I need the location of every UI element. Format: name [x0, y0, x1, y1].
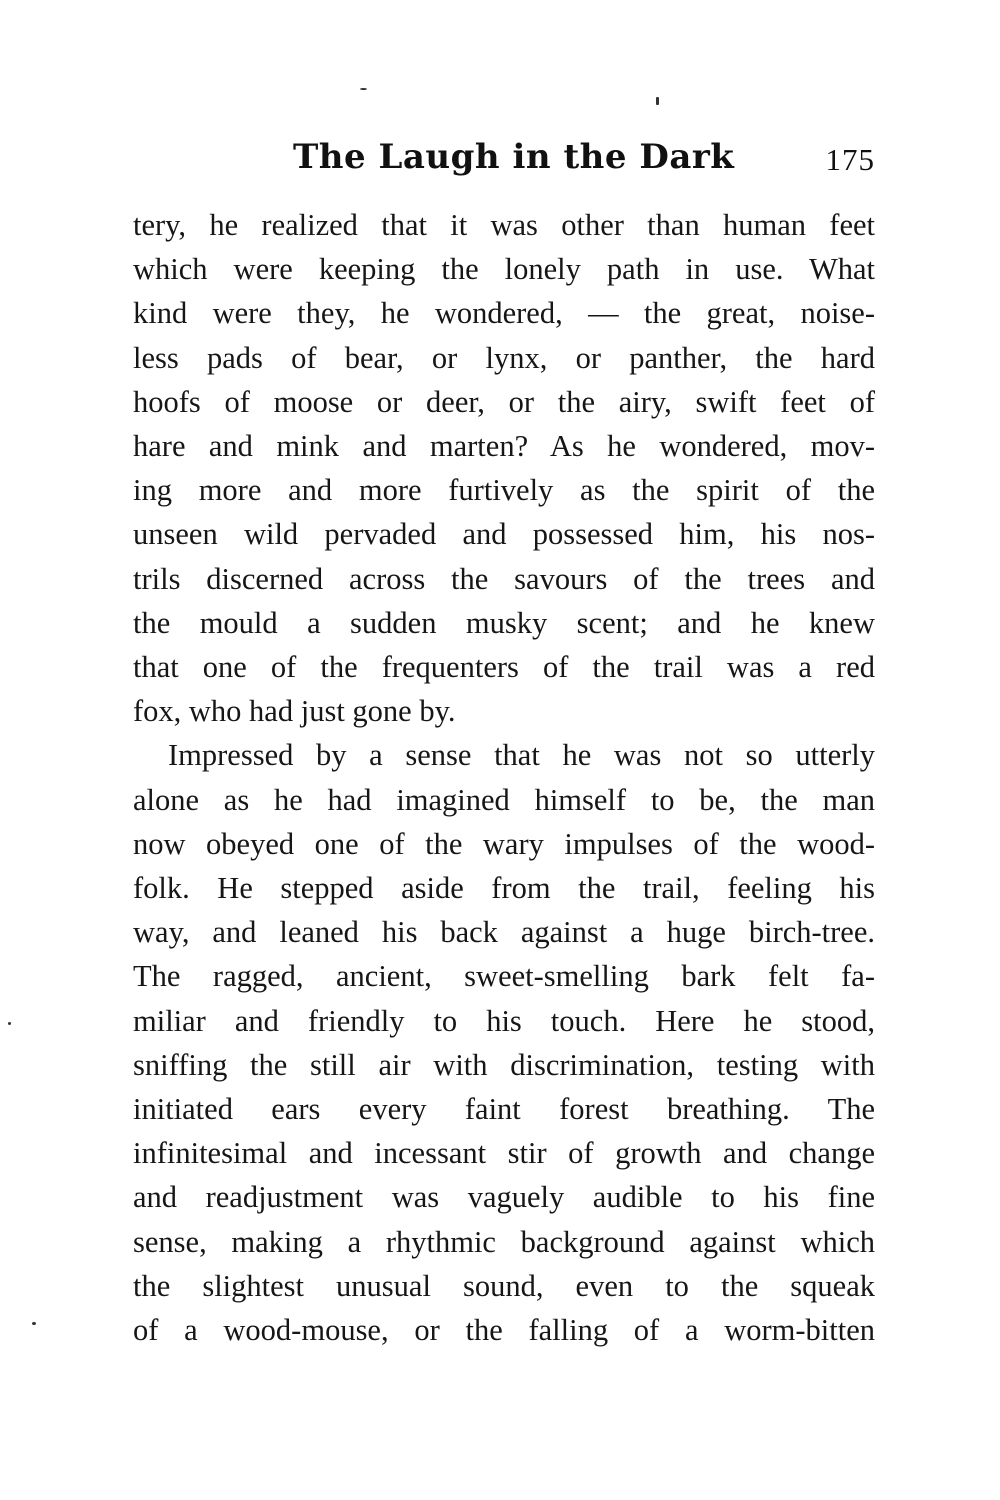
ink-speck	[8, 1022, 11, 1025]
text-line: kind were they, he wondered, — the great, noise-	[133, 296, 875, 331]
page-number: 175	[825, 142, 875, 177]
text-line: sense, making a rhythmic background against which	[133, 1224, 875, 1259]
text-line: folk. He stepped aside from the trail, feeling his	[133, 871, 875, 906]
paragraph-1	[133, 203, 875, 733]
text-line: fox, who had just gone by.	[133, 694, 456, 729]
ink-speck	[656, 97, 659, 105]
text-line: sniffing the still air with discrimination, testing with	[133, 1047, 875, 1082]
text-line: unseen wild pervaded and possessed him, his nos-	[133, 517, 875, 552]
text-line: the slightest unusual sound, even to the squeak	[133, 1268, 875, 1303]
running-title: The Laugh in the Dark	[293, 137, 735, 177]
page-header	[133, 132, 875, 182]
text-line: of a wood-mouse, or the falling of a worm-bitten	[133, 1313, 875, 1348]
text-line: the mould a sudden musky scent; and he knew	[133, 605, 875, 640]
ink-speck	[360, 88, 367, 90]
text-line: hare and mink and marten? As he wondered, mov-	[133, 429, 875, 464]
text-line: and readjustment was vaguely audible to his fine	[133, 1180, 875, 1215]
text-line: trils discerned across the savours of the trees and	[133, 561, 875, 596]
text-line: hoofs of moose or deer, or the airy, swift feet of	[133, 384, 875, 419]
text-line: that one of the frequenters of the trail was a red	[133, 650, 875, 685]
text-line: less pads of bear, or lynx, or panther, the hard	[133, 340, 875, 375]
text-line: The ragged, ancient, sweet-smelling bark felt fa-	[133, 959, 875, 994]
text-line: initiated ears every faint forest breathing. The	[133, 1092, 875, 1127]
paragraph-2	[133, 733, 875, 1352]
text-line: way, and leaned his back against a huge birch-tree.	[133, 915, 875, 950]
ink-speck	[32, 1322, 36, 1325]
text-line: ing more and more furtively as the spirit of the	[133, 473, 875, 508]
text-line: infinitesimal and incessant stir of growth and change	[133, 1136, 875, 1171]
text-line: Impressed by a sense that he was not so utterly	[168, 738, 875, 773]
text-line: which were keeping the lonely path in use. What	[133, 252, 875, 287]
text-line: tery, he realized that it was other than human feet	[133, 208, 875, 242]
body-text	[133, 203, 875, 1352]
text-line: alone as he had imagined himself to be, the man	[133, 782, 875, 817]
text-line: miliar and friendly to his touch. Here he stood,	[133, 1003, 875, 1038]
text-line: now obeyed one of the wary impulses of the wood-	[133, 826, 875, 861]
